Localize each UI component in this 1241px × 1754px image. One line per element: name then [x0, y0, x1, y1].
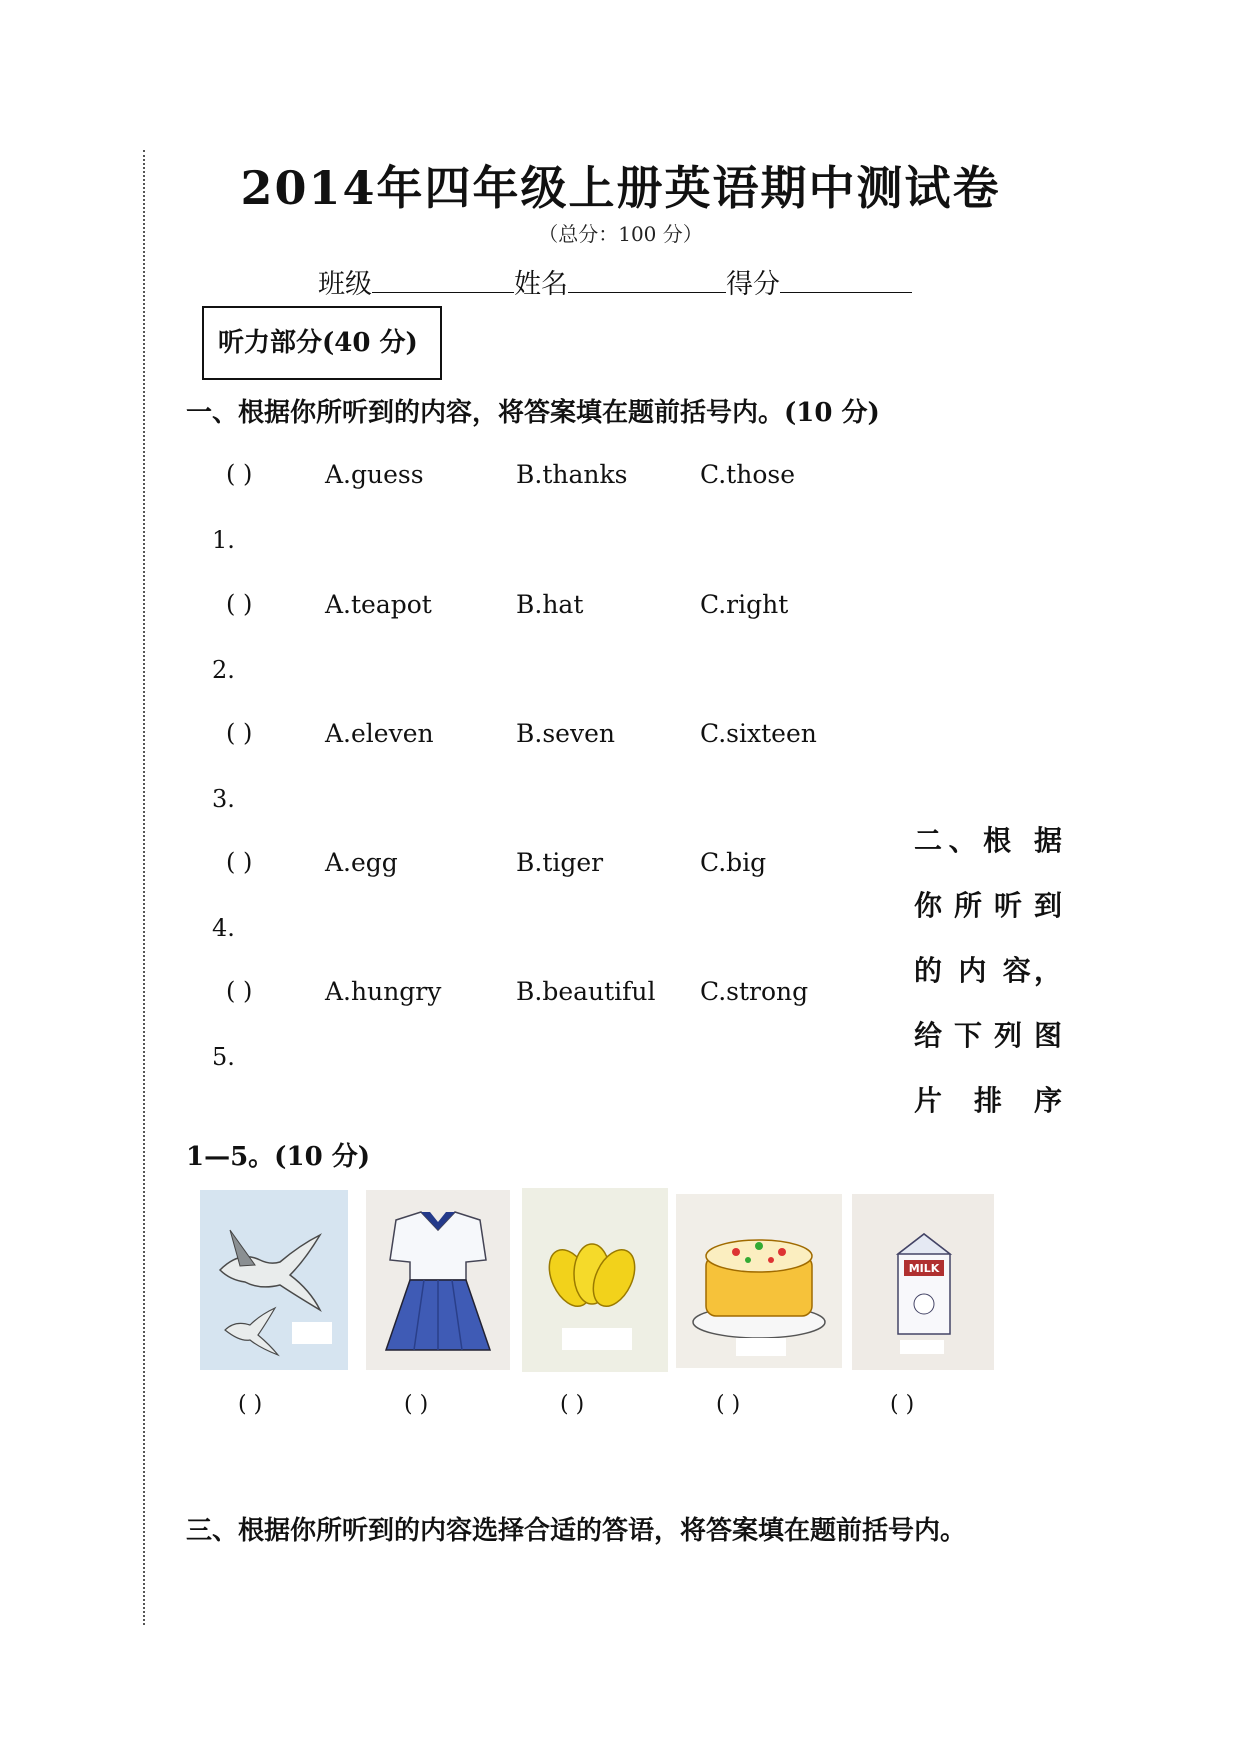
picture-order-paren[interactable]: ( ) — [716, 1392, 741, 1417]
birds-icon — [200, 1190, 348, 1370]
total-score: （总分：100 分） — [538, 222, 703, 246]
section2-heading-line: 给 下 列 图 — [914, 1019, 1062, 1052]
option-a: A.hungry — [325, 977, 442, 1006]
option-c: C.right — [700, 590, 789, 619]
cake-icon — [676, 1194, 842, 1368]
milk-label: MILK — [908, 1262, 940, 1275]
section2-heading-vertical — [914, 808, 1062, 1133]
question-number: 3. — [212, 785, 235, 813]
question-number: 5. — [212, 1043, 235, 1071]
class-blank[interactable] — [372, 266, 514, 293]
section1-heading: 一、根据你所听到的内容，将答案填在题前括号内。(10 分) — [186, 398, 880, 428]
binding-dotted-line — [143, 150, 145, 1625]
option-b: B.thanks — [516, 460, 628, 489]
student-info-line — [318, 262, 912, 301]
answer-paren[interactable]: ( ) — [226, 719, 253, 747]
picture-order-paren[interactable]: ( ) — [404, 1392, 429, 1417]
section2-heading-line: 片 排 序 — [914, 1084, 1062, 1117]
birds-picture — [200, 1190, 348, 1370]
milk-carton-icon — [852, 1194, 994, 1370]
picture-order-paren[interactable]: ( ) — [560, 1392, 585, 1417]
milk-picture — [852, 1194, 994, 1370]
option-a: A.eleven — [325, 719, 434, 748]
option-b: B.beautiful — [516, 977, 656, 1006]
section2-heading-tail: 1—5。(10 分) — [186, 1142, 371, 1172]
option-c: C.those — [700, 460, 796, 489]
option-c: C.strong — [700, 977, 809, 1006]
option-b: B.seven — [516, 719, 615, 748]
section2-heading-line: 的 内 容， — [914, 954, 1062, 987]
answer-paren[interactable]: ( ) — [226, 460, 253, 488]
score-blank[interactable] — [780, 266, 912, 293]
option-c: C.sixteen — [700, 719, 817, 748]
dress-icon — [366, 1190, 510, 1370]
answer-paren[interactable]: ( ) — [226, 590, 253, 618]
name-label: 姓名 — [514, 269, 568, 300]
answer-paren[interactable]: ( ) — [226, 977, 253, 1005]
page-title: 2014年四年级上册英语期中测试卷 — [240, 161, 1001, 215]
listening-part-box: 听力部分(40 分) — [202, 306, 442, 380]
option-b: B.tiger — [516, 848, 604, 877]
dress-picture — [366, 1190, 510, 1370]
picture-order-paren[interactable]: ( ) — [238, 1392, 263, 1417]
cake-picture — [676, 1194, 842, 1368]
question-number: 1. — [212, 526, 235, 554]
section2-heading-line: 二、根 据 — [914, 824, 1062, 857]
question-number: 4. — [212, 914, 235, 942]
question-number: 2. — [212, 656, 235, 684]
dumplings-picture — [522, 1188, 668, 1372]
option-a: A.guess — [325, 460, 424, 489]
class-label: 班级 — [318, 269, 372, 300]
option-a: A.teapot — [325, 590, 432, 619]
name-blank[interactable] — [568, 266, 726, 293]
option-a: A.egg — [325, 848, 398, 877]
option-c: C.big — [700, 848, 767, 877]
section3-heading: 三、根据你所听到的内容选择合适的答语，将答案填在题前括号内。 — [186, 1516, 967, 1546]
option-b: B.hat — [516, 590, 584, 619]
picture-order-paren[interactable]: ( ) — [890, 1392, 915, 1417]
dumplings-icon — [522, 1188, 668, 1372]
score-label: 得分 — [726, 269, 780, 300]
section2-heading-line: 你 所 听 到 — [914, 889, 1062, 922]
answer-paren[interactable]: ( ) — [226, 848, 253, 876]
